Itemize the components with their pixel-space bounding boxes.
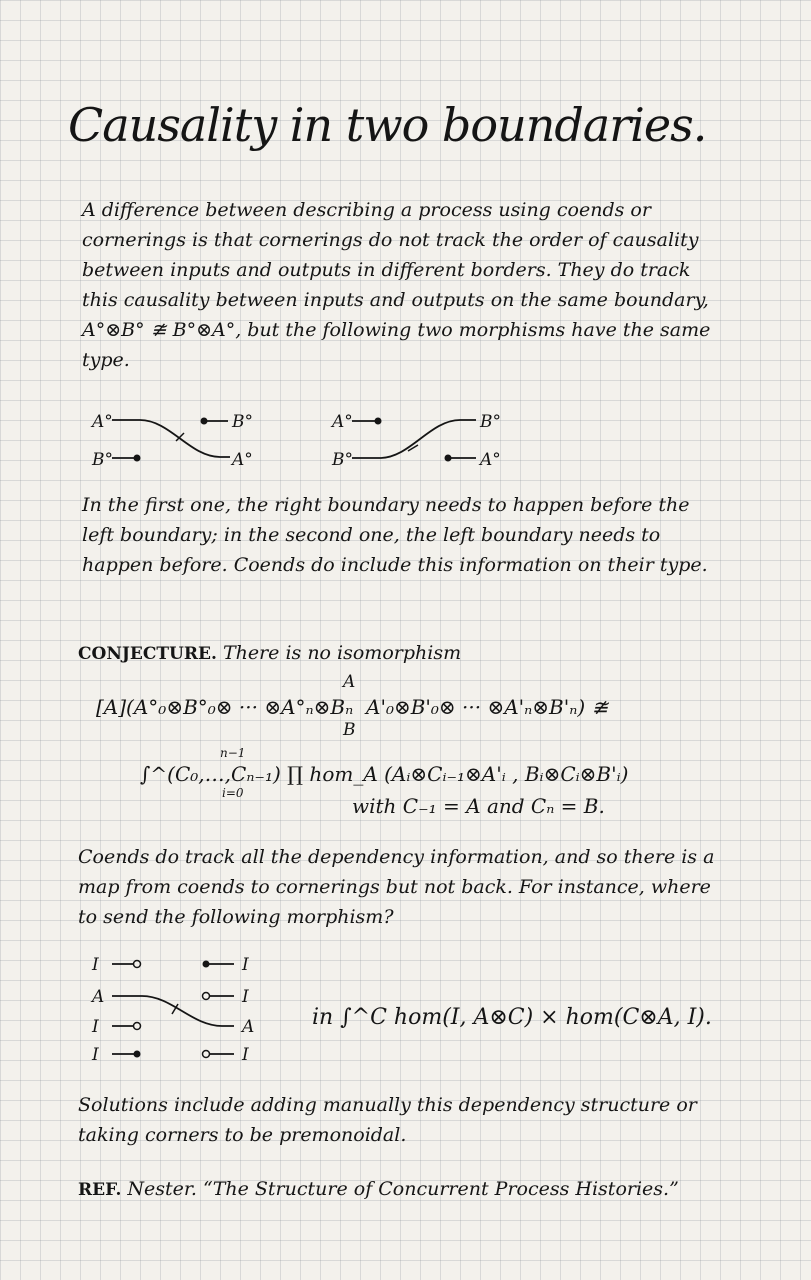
paragraph-coends: Coends do track all the dependency information, and so there is a map from coends to cornerings but not back. For instance, where to send the following morphism? [78, 846, 715, 928]
d2-right-1: I [242, 955, 249, 975]
conjecture-heading [78, 642, 461, 664]
conjecture-line1-right: A'₀⊗B'₀⊗ ··· ⊗A'ₙ⊗B'ₙ) ≇ [366, 695, 609, 719]
ref-label: REF. [78, 1180, 122, 1200]
conjecture-prod-bottom: i=0 [222, 786, 244, 800]
d1-right-out-bottom: A° [480, 450, 501, 470]
conjecture-line1-bottom: B [343, 720, 356, 740]
d2-open-dot-4 [203, 1051, 210, 1058]
diagram2-formula: in ∫^C hom(I, A⊗C) × hom(C⊗A, I). [312, 1005, 712, 1030]
d1-right-dot-top [375, 418, 382, 425]
d1-right-out-top: B° [480, 412, 501, 432]
d1-left-dot-top [201, 418, 208, 425]
d1-left-out-bottom: A° [232, 450, 253, 470]
d2-open-dot-2 [203, 993, 210, 1000]
paragraph-solutions: Solutions include adding manually this dependency structure or taking corners to be premonoidal. [78, 1094, 697, 1146]
conjecture-label: CONJECTURE. [78, 644, 217, 664]
conjecture-line2: ∫^(C₀,…,Cₙ₋₁) ∏ hom_A (Aᵢ⊗Cᵢ₋₁⊗A'ᵢ , Bᵢ⊗Cᵢ⊗B'ᵢ) [140, 762, 629, 786]
d1-right-wire-cross [352, 420, 476, 458]
diagram-cornering-example [82, 950, 282, 1065]
d1-left-in-bottom: B° [92, 450, 113, 470]
d1-right-dot-bottom [445, 455, 452, 462]
d2-right-3: A [242, 1017, 255, 1037]
d1-right-in-bottom: B° [332, 450, 353, 470]
d1-left-in-top: A° [92, 412, 113, 432]
d1-left-out-top: B° [232, 412, 253, 432]
d1-left-dot-bottom [134, 455, 141, 462]
d2-open-dot-1 [134, 961, 141, 968]
d1-left-wire-cross [112, 420, 230, 457]
paragraph-intro: A difference between describing a process using coends or cornerings is that cornerings do not track the order of causality between inputs and outputs in different borders. They do track this causality between inputs and outputs on the same boundary, A°⊗B° ≇ B°⊗A°, but the following two morphisms have the same type. [82, 199, 711, 371]
d2-left-2: A [92, 987, 105, 1007]
d2-dot-1b [203, 961, 210, 968]
d2-left-3: I [92, 1017, 99, 1037]
d2-left-4: I [92, 1045, 99, 1065]
page-title: Causality in two boundaries. [68, 98, 707, 152]
d2-dot-4 [134, 1051, 141, 1058]
ref-text: Nester. “The Structure of Concurrent Process Histories.” [127, 1178, 679, 1200]
d2-left-1: I [92, 955, 99, 975]
conjecture-line1-top: A [343, 672, 356, 692]
conjecture-text: There is no isomorphism [222, 642, 462, 664]
conjecture-line1-left: [A](A°₀⊗B°₀⊗ ··· ⊗A°ₙ⊗Bₙ [96, 695, 354, 719]
diagram-two-morphisms [80, 405, 520, 480]
paragraph-causality: In the first one, the right boundary needs to happen before the left boundary; in the second one, the left boundary needs to happen before. Coends do include this information on their type. [82, 494, 708, 576]
d2-open-dot-3 [134, 1023, 141, 1030]
conjecture-prod-top: n−1 [220, 746, 246, 760]
d2-right-2: I [242, 987, 249, 1007]
d2-right-4: I [242, 1045, 249, 1065]
reference [78, 1178, 679, 1200]
conjecture-line3: with C₋₁ = A and Cₙ = B. [352, 794, 605, 818]
d1-right-in-top: A° [332, 412, 353, 432]
